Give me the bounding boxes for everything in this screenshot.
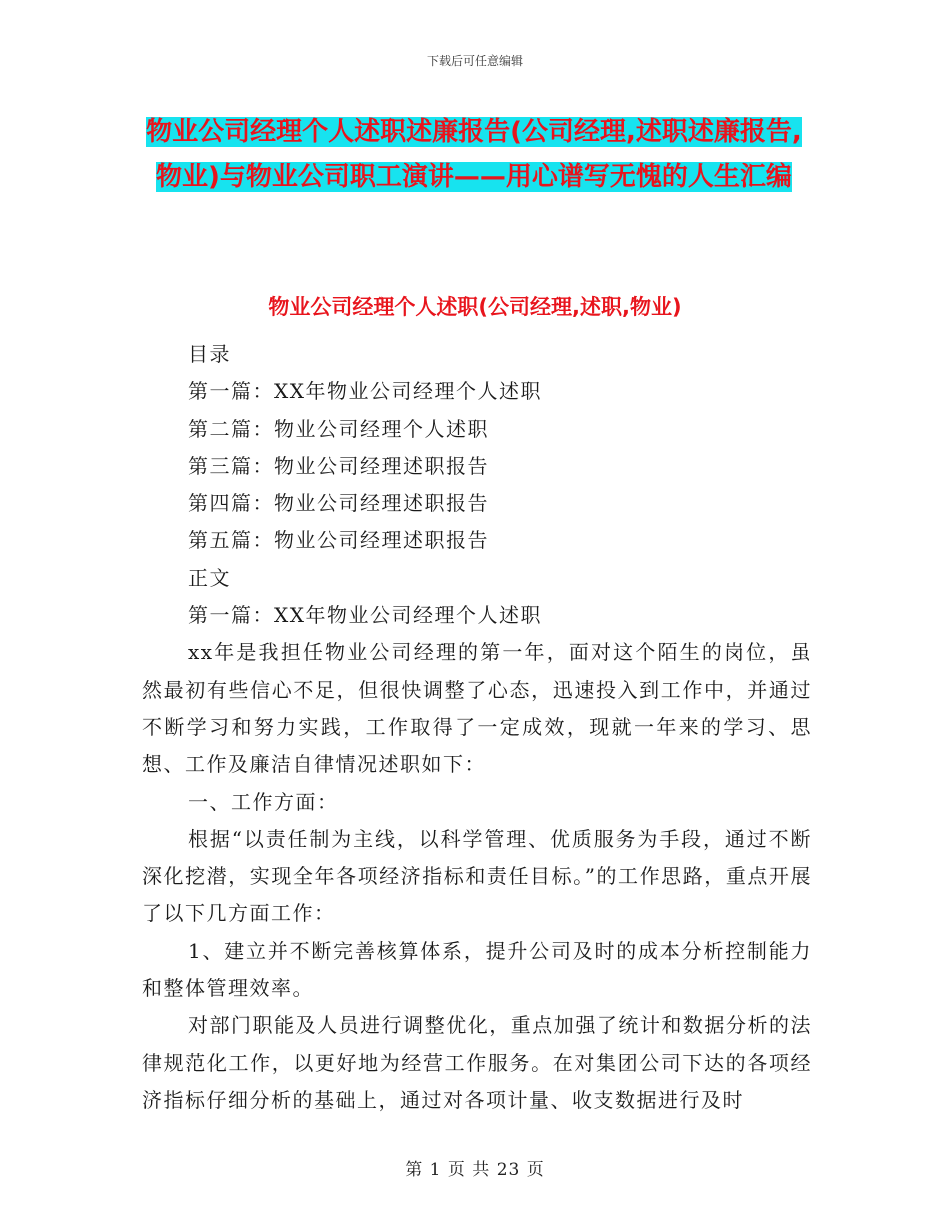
paragraph: 一、工作方面： xyxy=(188,789,339,814)
toc-item: 第四篇：物业公司经理述职报告 xyxy=(188,491,489,516)
toc-heading: 目录 xyxy=(188,342,231,366)
header-note: 下载后可任意编辑 xyxy=(426,54,523,68)
paragraph: xx年是我担任物业公司经理的第一年，面对这个陌生的岗位，虽然最初有些信心不足，但很快调整了心态，迅速投入到工作中，并通过不断学习和努力实践，工作取得了一定成效，现就一年来的学习、思想、工作及廉洁自律情况述职如下： xyxy=(142,640,812,777)
paragraph: 对部门职能及人员进行调整优化，重点加强了统计和数据分析的法律规范化工作，以更好地为经营工作服务。在对集团公司下达的各项经济指标仔细分析的基础上，通过对各项计量、收支数据进行及时 xyxy=(142,1013,812,1112)
document-title xyxy=(140,110,808,200)
toc-item: 第五篇：物业公司经理述职报告 xyxy=(188,528,489,553)
paragraph: 根据“以责任制为主线，以科学管理、优质服务为手段，通过不断深化挖潜，实现全年各项经济指标和责任目标。”的工作思路，重点开展了以下几方面工作： xyxy=(142,826,812,926)
toc-item: 第二篇：物业公司经理个人述职 xyxy=(188,416,489,441)
toc-item: 第三篇：物业公司经理述职报告 xyxy=(188,453,489,478)
document-title-text: 物业公司经理个人述职述廉报告(公司经理,述职述廉报告,物业)与物业公司职工演讲——用心谱写无愧的人生汇编 xyxy=(146,117,802,192)
page-number: 第 1 页 共 23 页 xyxy=(405,1160,545,1180)
chapter-heading: 第一篇：XX年物业公司经理个人述职 xyxy=(188,603,542,628)
body-heading: 正文 xyxy=(188,565,231,590)
section-title: 物业公司经理个人述职(公司经理,述职,物业) xyxy=(268,295,682,319)
document-body xyxy=(142,336,812,1119)
toc-item: 第一篇：XX年物业公司经理个人述职 xyxy=(188,379,542,404)
paragraph: 1、建立并不断完善核算体系，提升公司及时的成本分析控制能力和整体管理效率。 xyxy=(142,938,812,1001)
